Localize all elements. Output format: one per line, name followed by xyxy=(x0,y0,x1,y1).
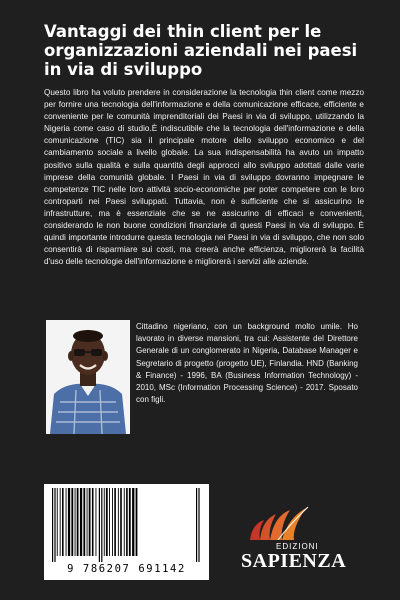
book-description: Questo libro ha voluto prendere in considerazione la tecnologia thin client come mezzo per fornire una tecnologia dell'informazione e della comunicazione efficace, efficiente e conveniente per le comunità imprenditoriali dei Paesi in via di sviluppo, utilizzando la Nigeria come caso di studio.È indiscutibile che la tecnologia dell'informazione e della comunicazione (TIC) sia il principale motore dello sviluppo economico e del cambiamento sociale a livello globale. La sua indispensabilità ha avuto un impatto positivo sulla qualità e sulla quantità degli approcci allo sviluppo adottati dalle varie imprese della comunità globale. I Paesi in via di sviluppo dovranno impegnare le competenze TIC nelle loro attività socio-economiche per poter competere con le loro controparti nei Paesi sviluppati. Tuttavia, non è sufficiente che si assicurino le infrastrutture, ma è essenziale che se ne assicurino di efficaci e convenienti, considerando le non buone condizioni finanziarie di questi Paesi in via di sviluppo. È quindi importante introdurre questa tecnologia nei Paesi in via di sviluppo, che non solo consentirà di risparmiare sui costi, ma creerà anche efficienza, migliorerà la facilità d'uso delle tecnologie dell'informazione e migliorerà i servizi alle aziende. xyxy=(44,88,364,267)
barcode-bar xyxy=(104,488,105,556)
publisher-name: SAPIENZA xyxy=(241,550,347,572)
barcode-bar xyxy=(66,488,67,556)
publisher-logo xyxy=(232,506,352,576)
barcode-bar xyxy=(132,488,134,556)
barcode-bar xyxy=(120,488,122,556)
barcode-bar xyxy=(126,488,128,556)
barcode-bar xyxy=(101,488,102,562)
barcode-bar xyxy=(106,488,108,556)
barcode-bar xyxy=(52,488,53,562)
barcode-bar xyxy=(89,488,91,556)
publisher-edizioni: EDIZIONI xyxy=(276,542,319,551)
barcode-bar xyxy=(75,488,76,556)
barcode-bar xyxy=(68,488,70,556)
barcode-bar xyxy=(54,488,55,562)
barcode-bar xyxy=(77,488,79,556)
isbn-number: 9 786207 691142 xyxy=(67,563,186,575)
book-title: Vantaggi dei thin client per le organizzazioni aziendali nei paesi in via di sviluppo xyxy=(44,22,358,79)
barcode-bar xyxy=(92,488,94,556)
barcode-bar xyxy=(71,488,73,556)
barcode-bar xyxy=(96,488,97,556)
author-photo xyxy=(46,320,130,434)
barcode-bars xyxy=(50,488,203,562)
barcode-bar xyxy=(114,488,116,556)
barcode-bar xyxy=(196,488,197,562)
barcode-bar xyxy=(83,488,85,556)
barcode-bar xyxy=(80,488,82,556)
barcode-bar xyxy=(136,488,138,556)
author-biography: Cittadino nigeriano, con un background molto umile. Ho lavorato in diverse mansioni, tra cui: Assistente del Direttore Generale di un conglomerato in Nigeria, Database Manager e Segretario di progetto (progetto UE), Finlandia. HND (Banking & Finance) - 1996, BA (Business Information Technology) - 2010, MSc (Information Processing Science) - 2017. Sposato con figli. xyxy=(136,322,358,405)
barcode-bar xyxy=(112,488,113,556)
barcode-bar xyxy=(129,488,131,556)
barcode-bar xyxy=(109,488,110,556)
barcode-bar xyxy=(87,488,88,556)
barcode-bar xyxy=(118,488,119,556)
quill-fan-logo-icon xyxy=(242,506,312,540)
barcode-bar xyxy=(62,488,64,556)
barcode-bar xyxy=(99,488,100,562)
isbn-barcode xyxy=(44,484,209,580)
barcode-bar xyxy=(124,488,125,556)
barcode-bar xyxy=(60,488,61,556)
barcode-bar xyxy=(198,488,199,562)
barcode-bar xyxy=(57,488,58,556)
